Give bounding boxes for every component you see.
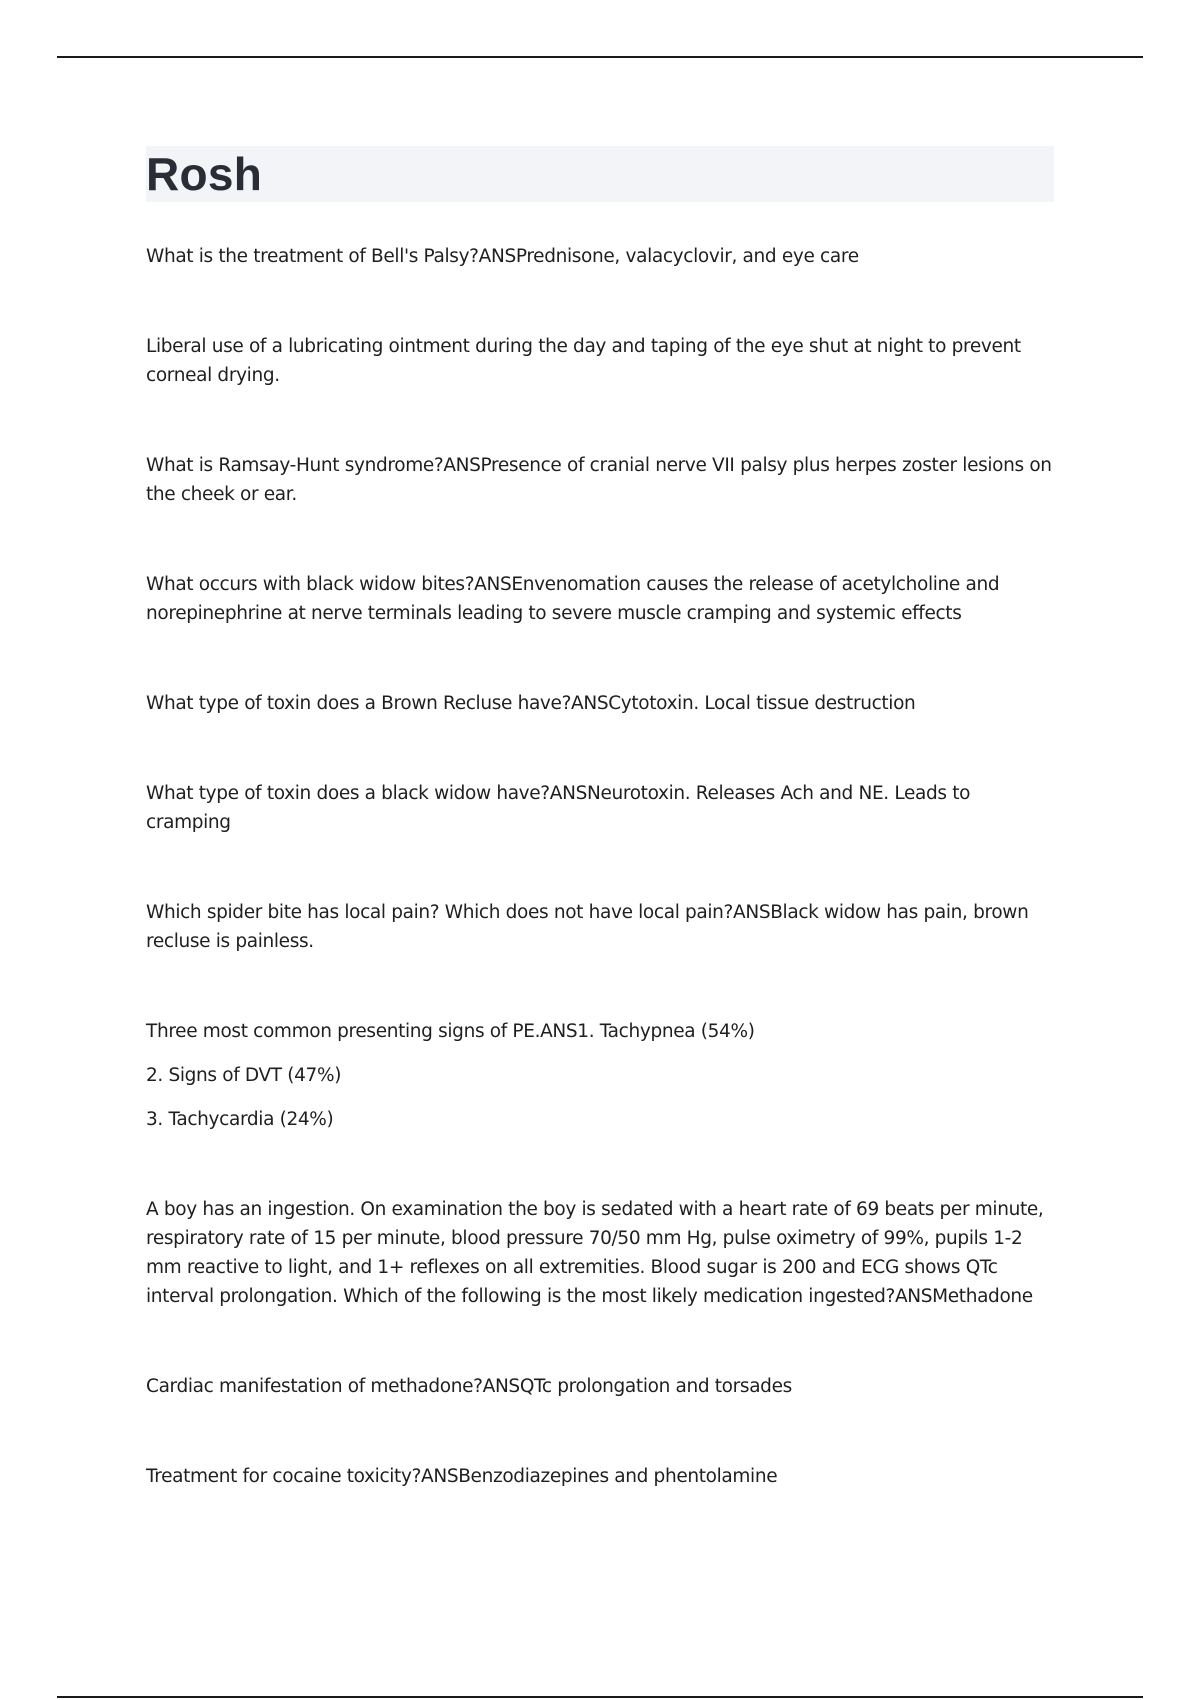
- qa-ramsay-hunt: What is Ramsay-Hunt syndrome?ANSPresence of cranial nerve VII palsy plus herpes zoster lesions on the cheek or ear.: [146, 455, 1052, 505]
- footer-rule: [57, 1696, 1143, 1698]
- qa-pe-sign-2: 2. Signs of DVT (47%): [146, 1065, 342, 1086]
- title-bar: [146, 146, 1054, 202]
- qa-brown-recluse-toxin: What type of toxin does a Brown Recluse have?ANSCytotoxin. Local tissue destruction: [146, 693, 916, 714]
- qa-black-widow-bites: What occurs with black widow bites?ANSEnvenomation causes the release of acetylcholine and norepinephrine at nerve terminals leading to severe muscle cramping and systemic effects: [146, 574, 1000, 624]
- qa-methadone-cardiac: Cardiac manifestation of methadone?ANSQTc prolongation and torsades: [146, 1376, 792, 1397]
- page-title: Rosh: [146, 148, 263, 200]
- qa-bells-palsy-treatment: What is the treatment of Bell's Palsy?ANSPrednisone, valacyclovir, and eye care: [146, 246, 859, 267]
- header-rule: [57, 56, 1143, 58]
- qa-bells-palsy-eye-care: Liberal use of a lubricating ointment during the day and taping of the eye shut at night to prevent corneal drying.: [146, 336, 1021, 386]
- qa-ingestion-case: A boy has an ingestion. On examination the boy is sedated with a heart rate of 69 beats per minute, respiratory rate of 15 per minute, blood pressure 70/50 mm Hg, pulse oximetry of 99%, pupils 1-2 mm reactive to light, and 1+ reflexes on all extremities. Blood sugar is 200 and ECG shows QTc interval prolongation. Which of the following is the most likely medication ingested?ANSMethadone: [146, 1199, 1044, 1307]
- qa-black-widow-toxin: What type of toxin does a black widow have?ANSNeurotoxin. Releases Ach and NE. Leads to cramping: [146, 783, 971, 833]
- qa-spider-bite-pain: Which spider bite has local pain? Which does not have local pain?ANSBlack widow has pain, brown recluse is painless.: [146, 902, 1029, 952]
- page-content: [146, 146, 1054, 1552]
- qa-pe-signs: Three most common presenting signs of PE.ANS1. Tachypnea (54%): [146, 1021, 755, 1042]
- qa-pe-sign-3: 3. Tachycardia (24%): [146, 1109, 334, 1130]
- qa-cocaine-treatment: Treatment for cocaine toxicity?ANSBenzodiazepines and phentolamine: [146, 1466, 778, 1487]
